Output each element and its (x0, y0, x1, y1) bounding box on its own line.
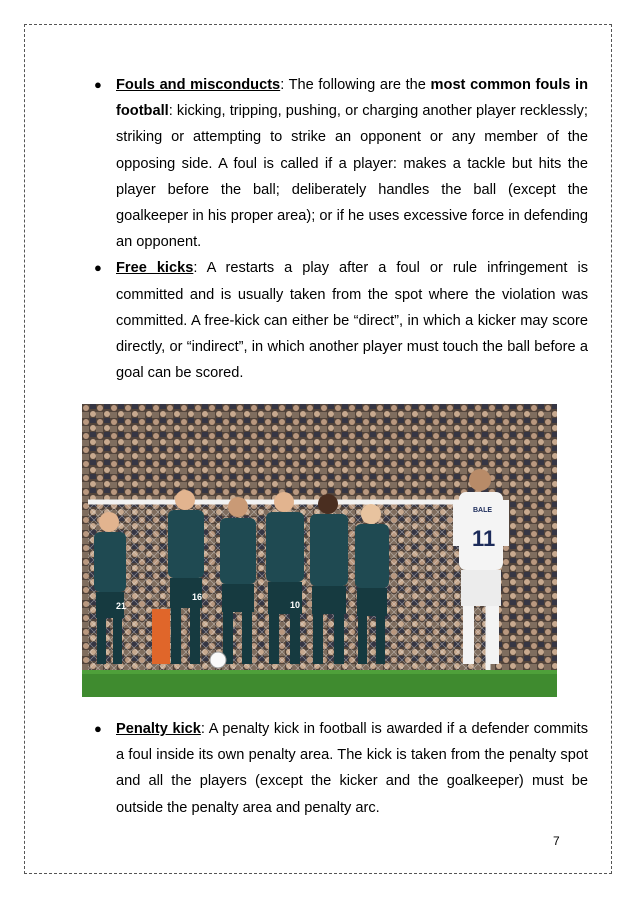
list-item-penalty-kick (94, 716, 588, 821)
penalty-kick-text: : A penalty kick in football is awarded if a defender commits a foul inside its own penalty area. The kick is taken from the penalty spot and all the players (except the kicker and the goalkeeper) must be outside the penalty area and penalty arc. (116, 721, 588, 816)
wall-number: 10 (290, 600, 301, 610)
bullet-icon: ● (94, 721, 102, 736)
document-body (94, 72, 588, 386)
free-kick-photo (82, 404, 557, 697)
wall-number: 21 (116, 601, 127, 611)
term-penalty-kick: Penalty kick (116, 721, 201, 737)
list-item-fouls (94, 72, 588, 255)
page-number: 7 (553, 834, 560, 848)
bullet-icon: ● (94, 260, 102, 276)
bullet-icon: ● (94, 77, 102, 92)
kicker-number: 11 (472, 526, 496, 551)
term-free-kicks: Free kicks (116, 260, 194, 277)
fouls-text: : kicking, tripping, pushing, or charging another player recklessly; striking or attempting to strike an opponent or any member of the opposing side. A foul is called if a player: makes a tackle but hits the player before the ball; deliberately handles the ball (except the goalkeeper in his proper area); or if he uses excessive force in defending an opponent. (116, 103, 588, 251)
wall-number: 16 (192, 592, 203, 602)
list-item-free-kicks (94, 255, 588, 386)
fouls-intro: : The following are the (280, 77, 431, 93)
document-body-continued (94, 716, 588, 821)
kicker-name: BALE (473, 507, 493, 514)
free-kicks-text: : A restarts a play after a foul or rule infringement is committed and is usually taken from the spot where the violation was committed. A free-kick can either be “direct”, in which a kicker may score directly, or “indirect”, in which another player must touch the ball before a goal can be scored. (116, 260, 588, 382)
fouls-bold: most common fouls in football (116, 77, 589, 120)
term-fouls: Fouls and misconducts (116, 77, 281, 93)
